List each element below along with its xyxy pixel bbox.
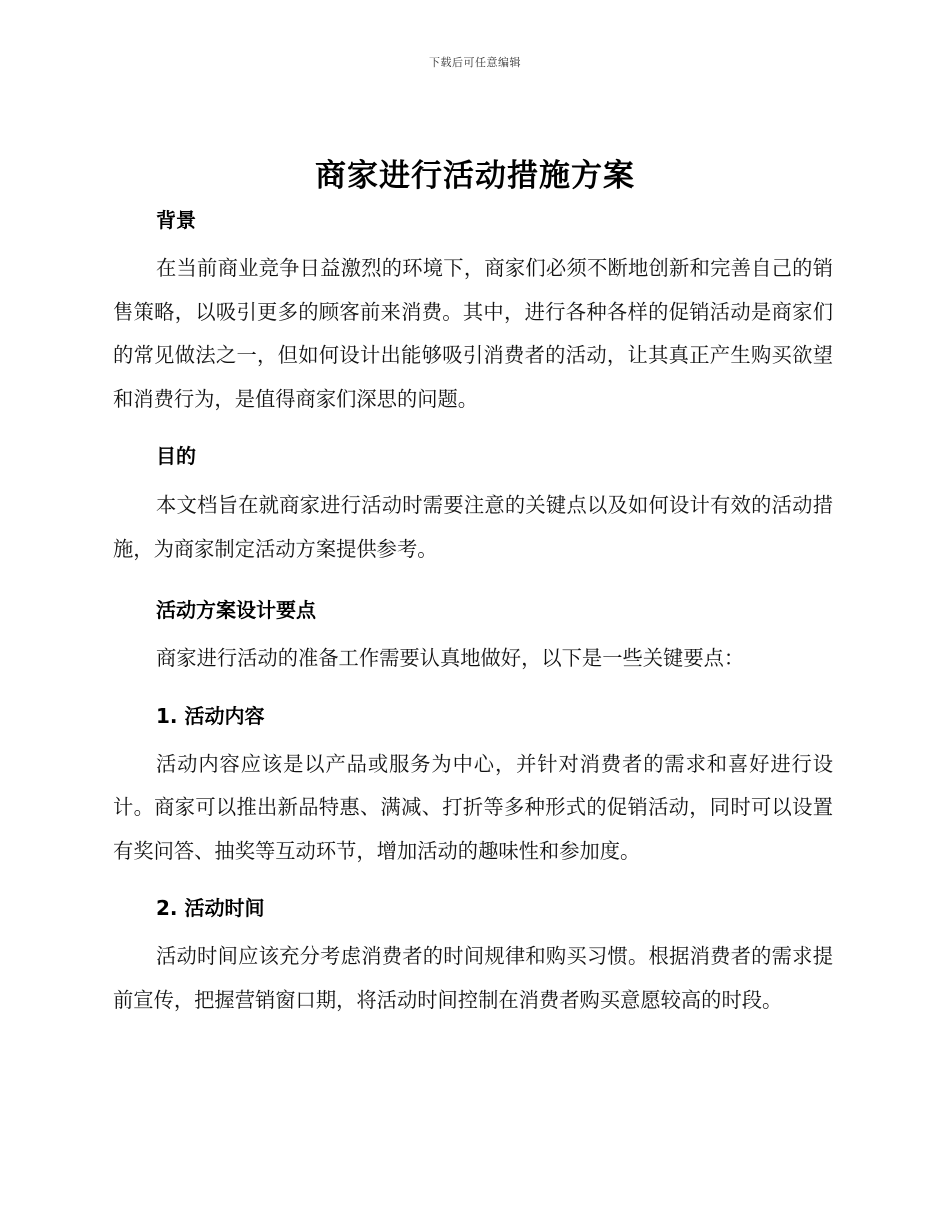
section-heading-background: 背景 xyxy=(156,208,196,232)
section-paragraph-activity-time: 活动时间应该充分考虑消费者的时间规律和购买习惯。根据消费者的需求提前宣传，把握营销窗口期，将活动时间控制在消费者购买意愿较高的时段。 xyxy=(113,944,833,1012)
document-body xyxy=(113,200,833,1022)
section-paragraph-design-points: 商家进行活动的准备工作需要认真地做好，以下是一些关键要点： xyxy=(156,646,745,670)
section-heading-activity-time: 2. 活动时间 xyxy=(156,896,265,920)
header-note: 下载后可任意编辑 xyxy=(429,56,521,69)
section-heading-purpose: 目的 xyxy=(156,444,196,468)
section-paragraph-purpose: 本文档旨在就商家进行活动时需要注意的关键点以及如何设计有效的活动措施，为商家制定活动方案提供参考。 xyxy=(113,493,833,561)
section-paragraph-activity-content: 活动内容应该是以产品或服务为中心，并针对消费者的需求和喜好进行设计。商家可以推出新品特惠、满减、打折等多种形式的促销活动，同时可以设置有奖问答、抽奖等互动环节，增加活动的趣味性和参加度。 xyxy=(113,751,833,863)
document-title: 商家进行活动措施方案 xyxy=(315,158,635,194)
section-paragraph-background: 在当前商业竞争日益激烈的环境下，商家们必须不断地创新和完善自己的销售策略，以吸引更多的顾客前来消费。其中，进行各种各样的促销活动是商家们的常见做法之一，但如何设计出能够吸引消费者的活动，让其真正产生购买欲望和消费行为，是值得商家们深思的问题。 xyxy=(113,256,833,411)
section-heading-activity-content: 1. 活动内容 xyxy=(156,703,265,728)
section-heading-design-points: 活动方案设计要点 xyxy=(156,598,316,622)
